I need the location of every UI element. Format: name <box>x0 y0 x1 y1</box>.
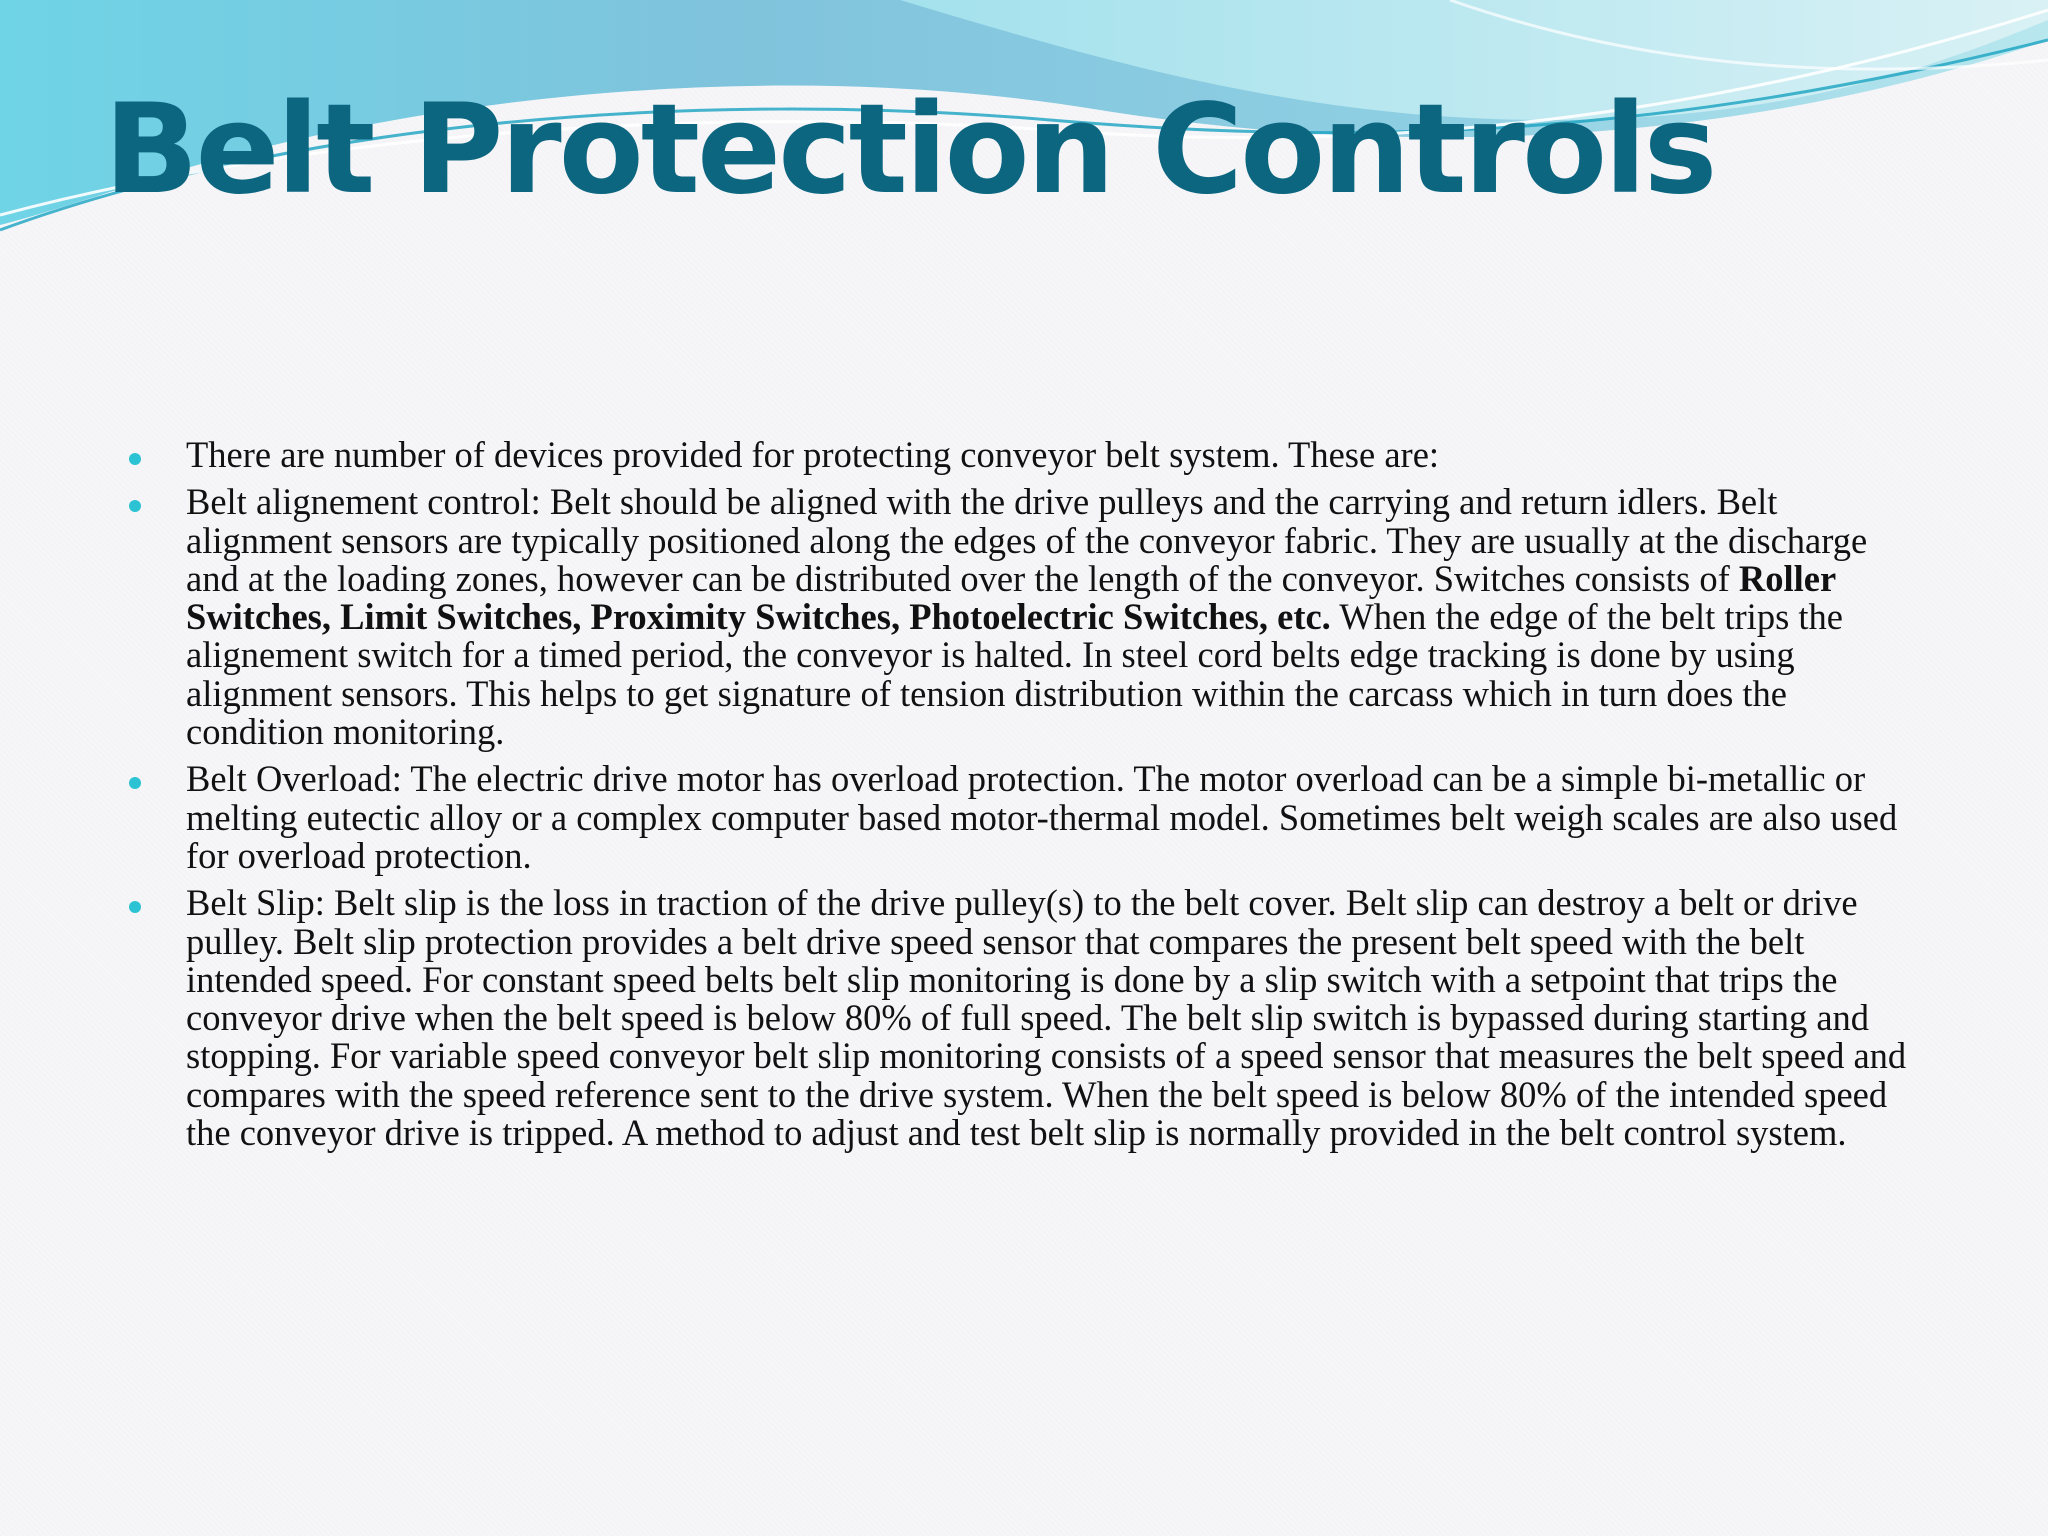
bullet-dot-icon <box>129 777 141 789</box>
bullet-text-continued: When the edge of the belt trips the alignement switch for a timed period, the conveyor is halted. In steel cord belts edge tracking is done by using alignment sensors. This helps to get signature of tension distribution within the carcass which in turn does the condition monitoring. <box>186 596 1843 753</box>
bullet-dot-icon <box>129 901 141 913</box>
bullet-text: Belt Slip: Belt slip is the loss in traction of the drive pulley(s) to the belt cover. Belt slip can destroy a belt or drive pulley. Belt slip protection provides a belt drive speed sensor that compares the present belt speed with the belt intended speed. For constant speed belts belt slip monitoring is done by a slip switch with a setpoint that trips the conveyor drive when the belt speed is below 80% of full speed. The belt slip switch is bypassed during starting and stopping. For variable speed conveyor belt slip monitoring consists of a speed sensor that measures the belt speed and compares with the speed reference sent to the drive system. When the belt speed is below 80% of the intended speed the conveyor drive is tripped. A method to adjust and test belt slip is normally provided in the belt control system. <box>186 882 1907 1154</box>
bullet-text: Belt Overload: The electric drive motor has overload protection. The motor overload can be a simple bi-metallic or melting eutectic alloy or a complex computer based motor-thermal model. Sometimes belt weigh scales are also used for overload protection. <box>186 758 1898 876</box>
bullet-text: There are number of devices provided for protecting conveyor belt system. These are: <box>186 434 1440 475</box>
slide-title: Belt Protection Controls <box>104 78 1715 222</box>
bullet-item <box>120 436 1920 474</box>
bullet-item <box>120 483 1920 751</box>
bullet-list <box>120 436 1920 1161</box>
bullet-item <box>120 884 1920 1152</box>
bullet-text-bold-switch-types: Roller Switches, Limit Switches, Proximity Switches, Photoelectric Switches, etc. <box>186 557 1836 638</box>
bullet-text-intro: Belt alignement control: Belt should be aligned with the drive pulleys and the carrying and return idlers. Belt alignment sensors are typically positioned along the edges of the conveyor fabric. They are usually at the discharge and at the loading zones, however can be distributed over the length of the conveyor. Switches consists of <box>186 481 1868 599</box>
bullet-dot-icon <box>129 453 141 465</box>
bullet-item <box>120 760 1920 875</box>
bullet-dot-icon <box>129 500 141 512</box>
